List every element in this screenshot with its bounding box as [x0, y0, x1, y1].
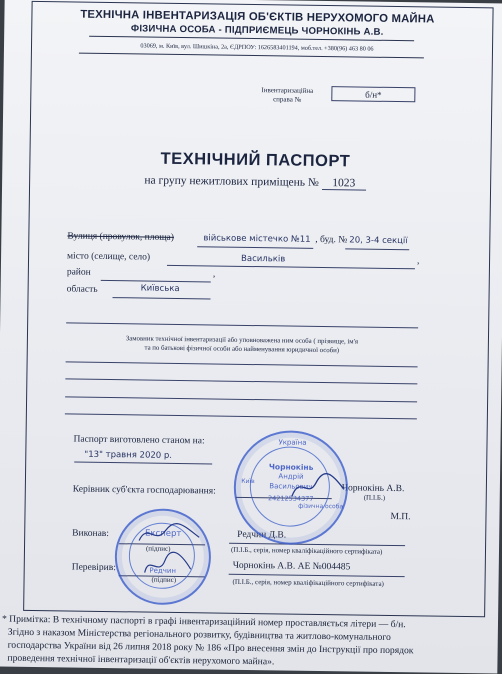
city-value: Васильків	[240, 253, 286, 265]
footnote-line-1: * Примітка: В технічному паспорті в графі інвентаризаційний номер проставляється літери — б/н.	[1, 613, 406, 631]
customer-caption-1: Замовник технічної інвентаризації або уповноважена ним особа ( прізвище, ім'я	[125, 335, 359, 346]
passport-date-label: Паспорт виготовлено станом на:	[73, 434, 205, 447]
stamp-entity: фізична особа	[298, 502, 344, 511]
subtitle-prefix: на групу нежитлових приміщень №	[144, 174, 320, 189]
entrepreneur-name: ФІЗИЧНА ОСОБА - ПІДПРИЄМЕЦЬ ЧОРНОКІНЬ А.В.	[130, 23, 384, 38]
head-signature	[288, 469, 348, 506]
region-label: область	[66, 284, 98, 295]
stamp-country: Україна	[278, 438, 307, 447]
district-label: район	[66, 267, 91, 278]
checker-caption: (П.І.Б., серія, номер кваліфікаційного сертифіката)	[232, 577, 384, 588]
stamp-name: Андрій	[278, 472, 304, 481]
street-value: військове містечко №11	[203, 233, 311, 245]
checker-sign-caption: (підпис)	[151, 575, 177, 584]
footnote-line-4: проведення технічної інвентаризації об'єктів нерухомого майна».	[7, 652, 275, 668]
district-comma: ,	[212, 269, 216, 280]
building-value: 20, 3-4 секції	[349, 235, 408, 247]
head-label: Керівник суб'єкта господарювання:	[72, 484, 216, 497]
inventory-value: б/н*	[365, 89, 382, 100]
stamp-surname: Чорнокінь	[268, 462, 314, 472]
passport-date-value: "13" травня 2020 р.	[84, 449, 173, 461]
street-label: Вулиця (провулок, площа)	[67, 231, 174, 243]
city-label: місто (селище, село)	[67, 251, 151, 263]
customer-caption-2: та по батькові фізичної особи або найменування юридичної особи)	[144, 344, 340, 355]
executor-caption: (П.І.Б., серія, номер кваліфікаційного сертифіката)	[230, 545, 383, 556]
org-address: 03069, м. Київ, вул. Шишкіна, 2а, ЄДРПОУ: 1626583401194, моб.тел. +380(96) 463 80 06	[140, 42, 374, 53]
executor-sign-caption: (підпис)	[145, 544, 171, 553]
checker-label: Перевірив:	[71, 562, 116, 574]
stamp-code: 24212534377	[267, 494, 314, 503]
inventory-label: Інвентаризаційна справа №	[261, 86, 314, 104]
city-comma: ,	[416, 256, 420, 267]
region-value: Київська	[140, 283, 180, 295]
executor-signature	[137, 520, 201, 547]
checker-signature	[141, 550, 195, 579]
expert-stamp-title: Експерт	[144, 528, 182, 540]
stamp-patronymic: Васильович	[269, 482, 313, 491]
org-name: ТЕХНІЧНА ІНВЕНТАРИЗАЦІЯ ОБ'ЄКТІВ НЕРУХОМОГО МАЙНА	[80, 8, 435, 26]
head-name: Чорнокінь А.В.	[341, 483, 405, 495]
document-title: ТЕХНІЧНИЙ ПАСПОРТ	[160, 149, 351, 171]
stamp-city: Київ	[241, 477, 255, 486]
executor-label: Виконав:	[72, 528, 110, 540]
head-caption: (П.І.Б.)	[363, 493, 386, 502]
checker-name: Чорнокінь А.В. АЕ №004485	[232, 560, 351, 573]
inventory-value-box	[331, 86, 415, 102]
subtitle-number: 1023	[322, 177, 366, 191]
footnote-line-3: господарства України від 26 липня 2018 року № 186 «Про внесення змін до Інструкції про порядок	[7, 639, 414, 657]
expert-stamp-name: Редчин	[149, 566, 177, 575]
executor-name: Редчин Д.В.	[237, 529, 287, 541]
seal-label: М.П.	[390, 511, 411, 523]
footnote-line-2: Згідно з наказом Міністерства регіонального розвитку, будівництва та житлово-комунального	[7, 626, 391, 643]
building-label: , буд. №	[315, 234, 348, 246]
